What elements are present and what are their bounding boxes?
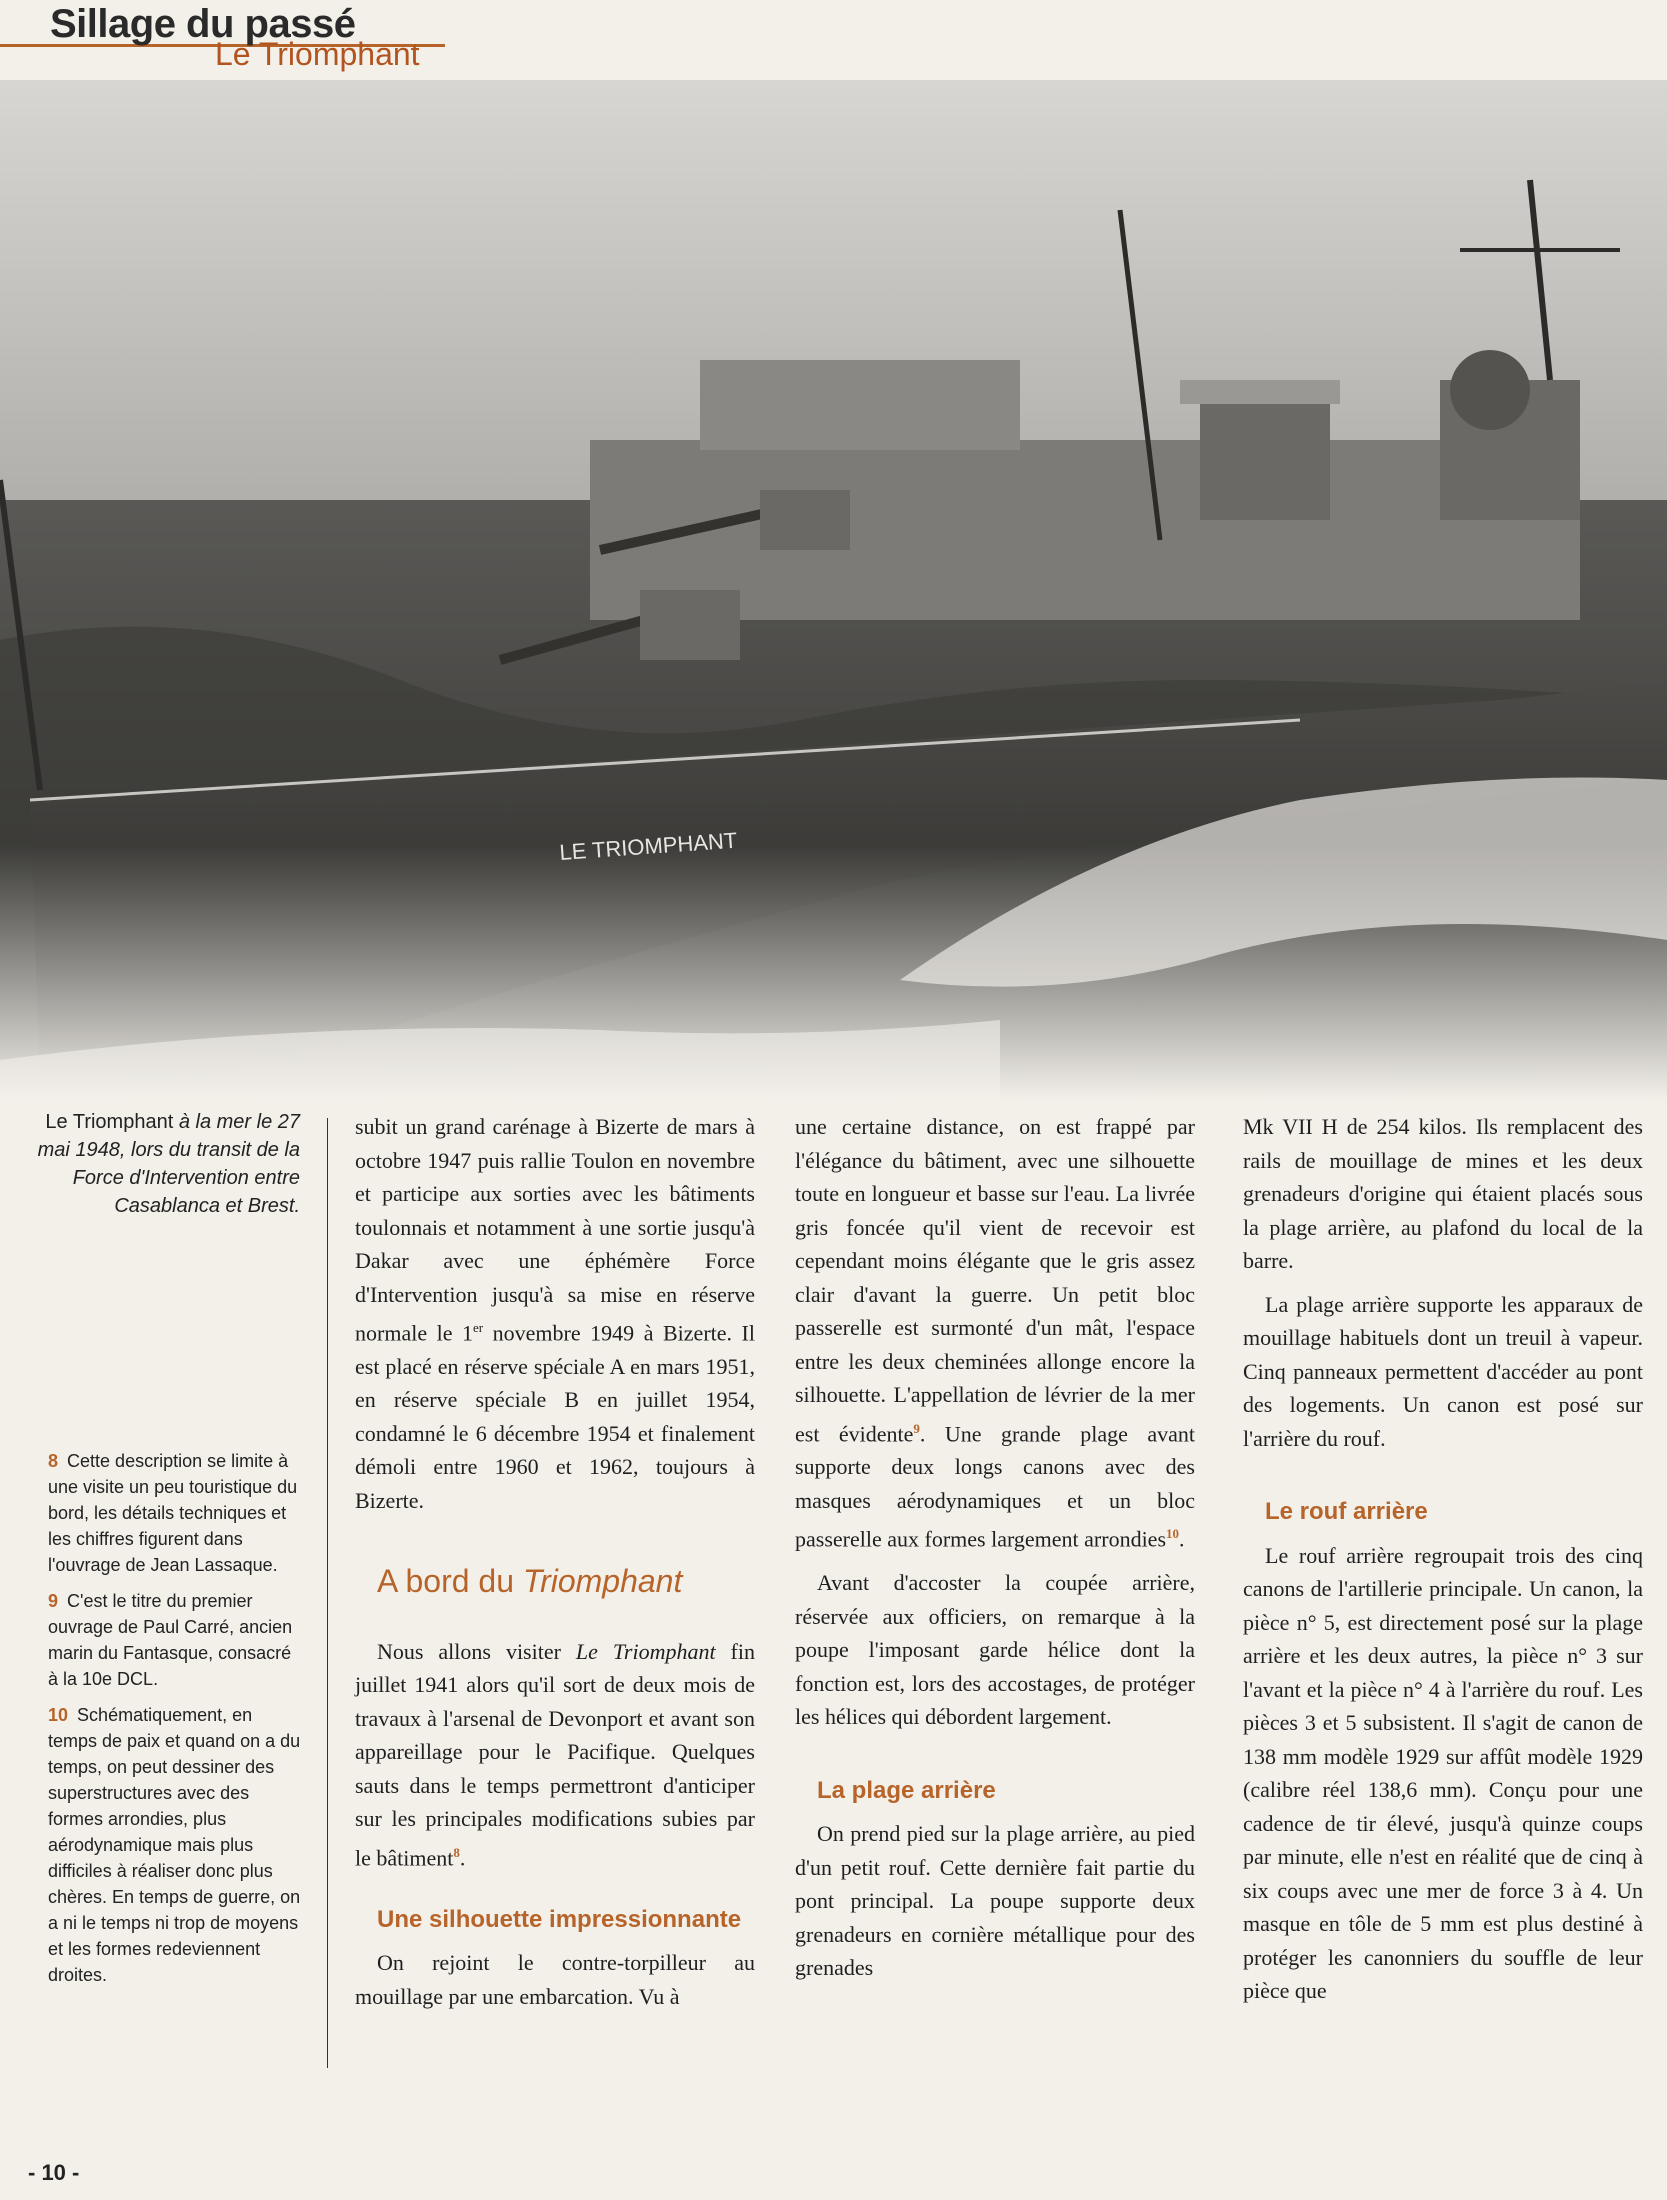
footnote-ref: 10: [1166, 1526, 1180, 1542]
text-column-3: [1243, 1110, 1643, 2008]
paragraph: On rejoint le contre-torpilleur au mouillage par une embarcation. Vu à: [355, 1950, 755, 2009]
article-subtitle: Le Triomphant: [215, 36, 420, 72]
section-heading: [355, 1565, 755, 1599]
caption-ship-name: Le Triomphant: [45, 1111, 174, 1133]
footnote-ref: 9: [913, 1420, 920, 1436]
footnote-ref: 8: [453, 1844, 460, 1860]
footnote-text: C'est le titre du premier ouvrage de Paul Carré, ancien marin du Fantasque, consacré à la 10e DCL.: [48, 1591, 293, 1689]
paragraph-text: fin juillet 1941 alors qu'il sort de deux mois de travaux à l'arsenal de Devonport et avant son appareillage pour le Pacifique. Quelques sauts dans le temps permettront d'anticiper sur les principales modifications subies par le bâtiment: [355, 1638, 755, 1871]
caption-text: à la mer le 27 mai 1948, lors du transit de la Force d'Intervention entre Casablanca et Brest.: [37, 1111, 300, 1217]
footnote: [48, 1702, 303, 1988]
paragraph-text: . Une grande plage avant supporte deux longs canons avec des masques aérodynamiques et un bloc passerelle aux formes largement arrondies: [795, 1420, 1195, 1552]
paragraph: [355, 1635, 755, 1875]
subsection-heading: Une silhouette impressionnante: [377, 1905, 742, 1933]
heading-ship-name: Triomphant: [522, 1563, 683, 1600]
paragraph: Avant d'accoster la coupée arrière, réservée aux officiers, on remarque à la poupe l'imposant garde hélice dont la fonction est, lors des accostages, de protéger les hélices qui débordent largement.: [795, 1570, 1195, 1730]
ordinal-superscript: er: [473, 1320, 484, 1335]
footnote: [48, 1448, 303, 1578]
paragraph: Le rouf arrière regroupait trois des cinq canons de l'artillerie principale. Un canon, la pièce n° 5, est directement posé sur la plage arrière et les deux autres, la pièce n° 3 sur l'avant et la pièce n° 4 à l'arrière du rouf. Les pièces 3 et 5 subsistent. Il s'agit de canon de 138 mm modèle 1929 sur affût modèle 1929 (calibre réel 138,6 mm). Conçu pour une cadence de tir élevé, jusqu'à quinze coups par minute, elle n'est en réalité que de cinq à six coups avec une mer de force 3 à 4. Un masque en tôle de 5 mm est plus destiné à protéger les canonniers du souffle de leur pièce que: [1243, 1542, 1643, 2003]
warship-photo: [0, 80, 1667, 1100]
sidebar: [20, 1108, 300, 2068]
text-column-2: [795, 1110, 1195, 1985]
paragraph-text: .: [459, 1845, 466, 1871]
footnotes: [48, 1448, 303, 1998]
photo-caption: [30, 1108, 300, 1220]
paragraph: [795, 1110, 1195, 1556]
footnote-number: 8: [48, 1451, 59, 1471]
footnote-number: 9: [48, 1591, 59, 1611]
section-title: Sillage du passé: [50, 2, 356, 46]
text-column-1: [355, 1110, 755, 2013]
footnote-number: 10: [48, 1705, 69, 1725]
paragraph: Mk VII H de 254 kilos. Ils remplacent des rails de mouillage de mines et les deux grenadeurs d'origine qui étaient placés sous la plage arrière, au plafond du local de la barre.: [1243, 1114, 1643, 1273]
paragraph: On prend pied sur la plage arrière, au pied d'un petit rouf. Cette dernière fait partie du pont principal. La poupe supporte deux grenadeurs en cornière métallique pour des grenades: [795, 1821, 1195, 1981]
paragraph: La plage arrière supporte les apparaux de mouillage habituels dont un treuil à vapeur. Cinq panneaux permettent d'accéder au pont des logements. Un canon est posé sur l'arrière du rouf.: [1243, 1291, 1643, 1451]
paragraph-text: novembre 1949 à Bizerte. Il est placé en réserve spéciale A en mars 1951, en réserve spéciale B en juillet 1954, condamné le 6 décembre 1954 et finalement démoli entre 1960 et 1962, toujours à Bizerte.: [355, 1320, 755, 1513]
footnote-text: Cette description se limite à une visite un peu touristique du bord, les détails techniques et les chiffres figurent dans l'ouvrage de Jean Lassaque.: [48, 1451, 298, 1575]
footnote-text: Schématiquement, en temps de paix et quand on a du temps, on peut dessiner des superstructures avec des formes arrondies, plus aérodynamique mais plus difficiles à réaliser donc plus chères. En temps de guerre, on a ni le temps ni trop de moyens et les formes redeviennent droites.: [48, 1705, 301, 1985]
section-header: [0, 0, 460, 80]
paragraph-text: subit un grand carénage à Bizerte de mars à octobre 1947 puis rallie Toulon en novembre et participe aux sorties avec les bâtiments toulonnais et notamment à une sortie jusqu'à Dakar avec une éphémère Force d'Intervention jusqu'à sa mise en réserve normale le 1: [355, 1114, 755, 1346]
heading-text: A bord du: [377, 1563, 523, 1600]
column-divider: [327, 1118, 328, 2068]
paragraph-text: .: [1179, 1526, 1185, 1552]
ship-name: Le Triomphant: [575, 1638, 716, 1664]
page-number: - 10 -: [28, 2160, 80, 2185]
footnote: [48, 1588, 303, 1692]
paragraph-text: une certaine distance, on est frappé par l'élégance du bâtiment, avec une silhouette toute en longueur et basse sur l'eau. La livrée gris foncée qu'il vient de recevoir est cependant moins élégante que le gris assez clair d'avant la guerre. Un petit bloc passerelle est surmonté d'un mât, l'espace entre les deux cheminées allonge encore la silhouette. L'appellation de lévrier de la mer est évidente: [795, 1114, 1195, 1446]
paragraph-text: Nous allons visiter: [377, 1638, 576, 1664]
warship-photo-illustration: [0, 80, 1667, 1100]
paragraph: [355, 1110, 755, 1517]
subsection-heading: La plage arrière: [817, 1776, 996, 1804]
subsection-heading: Le rouf arrière: [1265, 1498, 1428, 1525]
